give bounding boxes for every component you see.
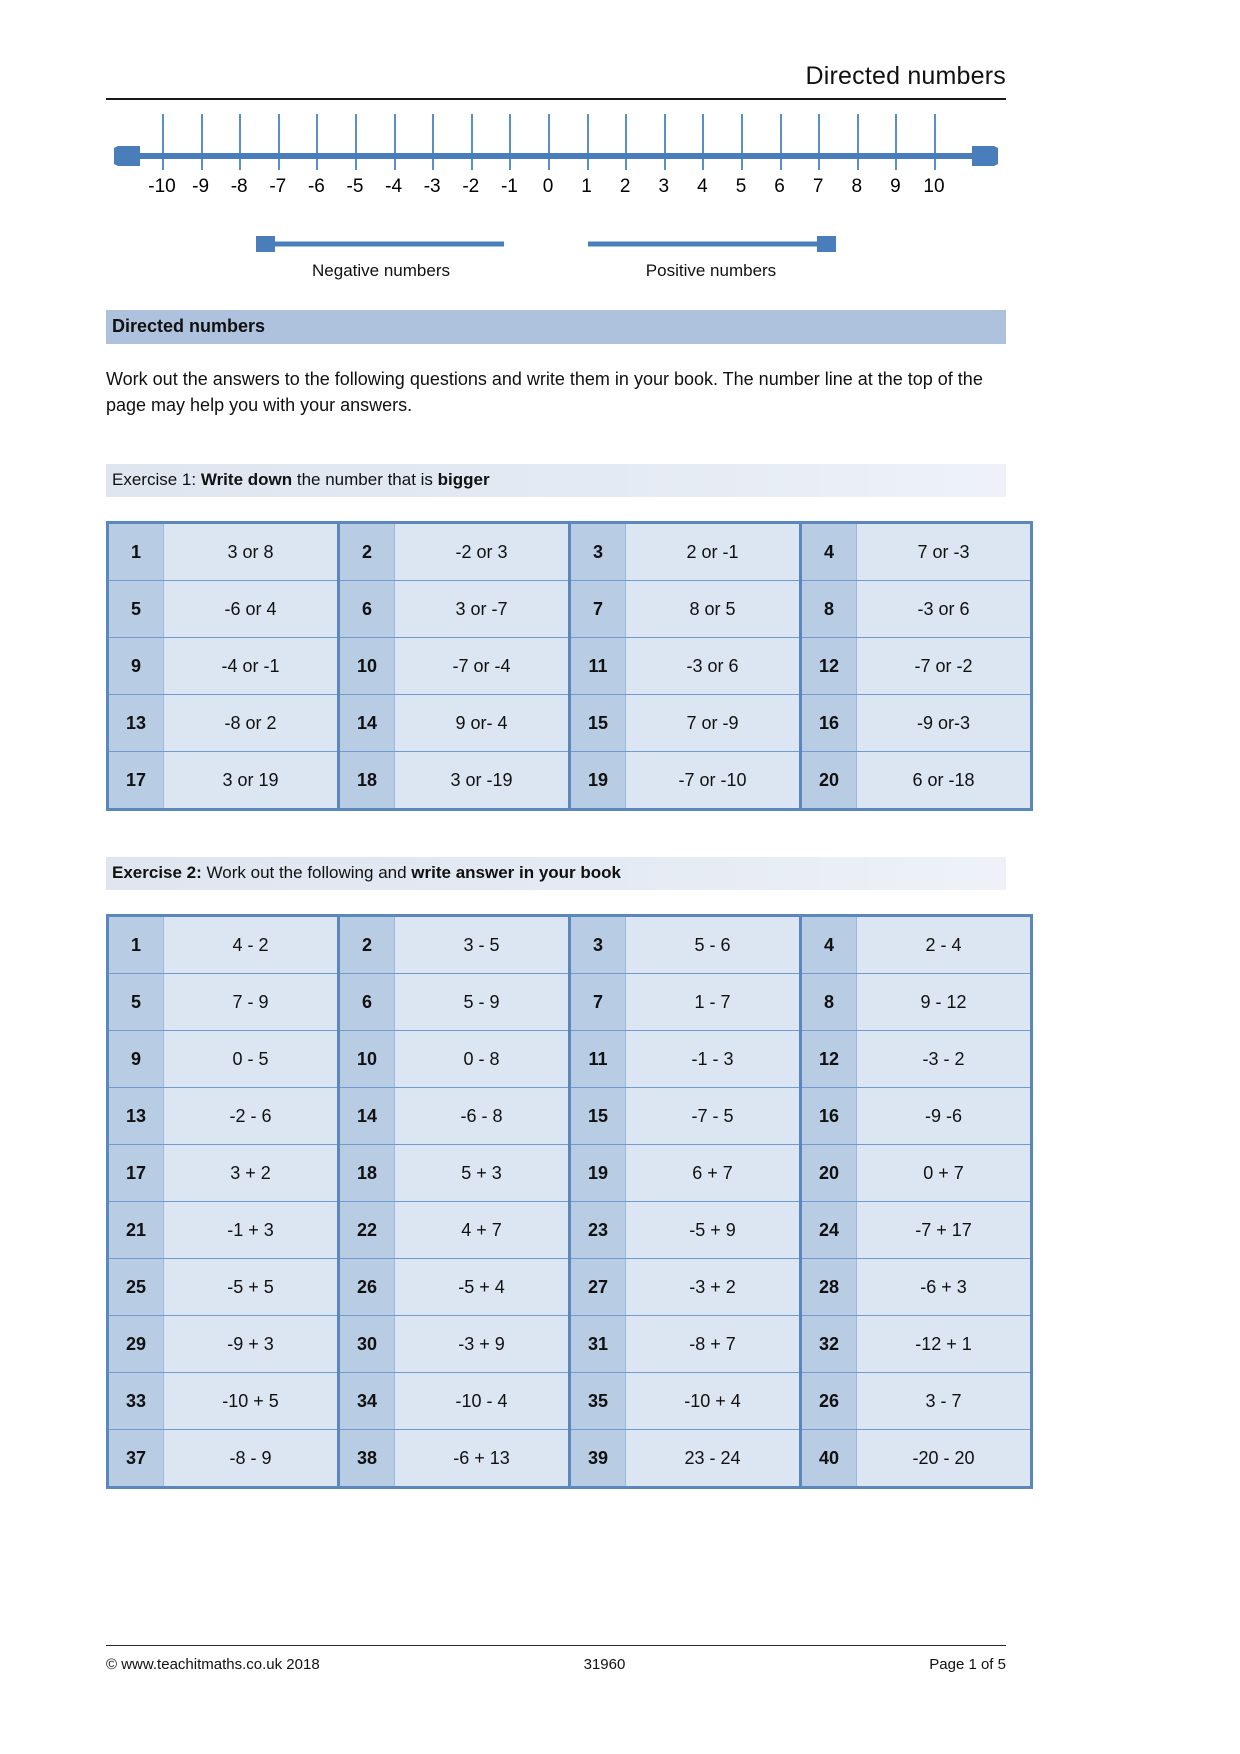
question-number-cell: 15 <box>570 1088 626 1145</box>
number-line-tick-label: 8 <box>851 176 863 197</box>
table-row <box>108 1202 1032 1259</box>
page-footer <box>106 1645 1006 1673</box>
exercise-2-prefix: Exercise 2: <box>112 863 202 883</box>
section-heading: Directed numbers <box>106 310 1006 344</box>
number-line-tick-label: -4 <box>385 176 403 197</box>
question-cell: -9 -6 <box>857 1088 1032 1145</box>
number-line-tick-label: -8 <box>230 176 248 197</box>
question-number-cell: 18 <box>339 752 395 810</box>
question-cell: -10 + 4 <box>626 1373 801 1430</box>
question-cell: -2 - 6 <box>164 1088 339 1145</box>
question-cell: -5 + 4 <box>395 1259 570 1316</box>
question-cell: -3 or 6 <box>857 581 1032 638</box>
page-content <box>106 0 1006 1489</box>
question-number-cell: 33 <box>108 1373 164 1430</box>
question-number-cell: 40 <box>801 1430 857 1488</box>
exercise-1-mid: the number that is <box>296 470 433 490</box>
question-cell: 23 - 24 <box>626 1430 801 1488</box>
question-cell: 5 + 3 <box>395 1145 570 1202</box>
table-row <box>108 638 1032 695</box>
question-cell: 3 - 7 <box>857 1373 1032 1430</box>
question-cell: 0 - 8 <box>395 1031 570 1088</box>
question-number-cell: 7 <box>570 974 626 1031</box>
positive-direction-group <box>586 236 836 281</box>
question-cell: -20 - 20 <box>857 1430 1032 1488</box>
table-row <box>108 916 1032 974</box>
page-title: Directed numbers <box>805 62 1006 90</box>
question-cell: -7 or -4 <box>395 638 570 695</box>
question-number-cell: 31 <box>570 1316 626 1373</box>
intro-paragraph: Work out the answers to the following questions and write them in your book. The number line at the top of the page may help you with your answers. <box>106 369 983 416</box>
question-number-cell: 19 <box>570 752 626 810</box>
question-number-cell: 1 <box>108 523 164 581</box>
exercise-1-bold-1: Write down <box>200 470 293 490</box>
question-cell: -6 or 4 <box>164 581 339 638</box>
question-cell: 9 or- 4 <box>395 695 570 752</box>
number-line-tick-label: 0 <box>542 176 554 197</box>
question-number-cell: 9 <box>108 1031 164 1088</box>
number-line-tick-label: -3 <box>423 176 441 197</box>
question-cell: -3 + 9 <box>395 1316 570 1373</box>
negative-direction-group <box>256 236 506 281</box>
question-number-cell: 10 <box>339 638 395 695</box>
question-number-cell: 9 <box>108 638 164 695</box>
exercise-1-heading <box>106 464 1006 497</box>
question-number-cell: 16 <box>801 1088 857 1145</box>
question-cell: -6 + 3 <box>857 1259 1032 1316</box>
table-row <box>108 695 1032 752</box>
table-row <box>108 752 1032 810</box>
question-cell: 1 - 7 <box>626 974 801 1031</box>
question-number-cell: 4 <box>801 916 857 974</box>
question-cell: -1 - 3 <box>626 1031 801 1088</box>
table-row <box>108 1430 1032 1488</box>
question-cell: 3 - 5 <box>395 916 570 974</box>
number-line-tick-label: 5 <box>735 176 747 197</box>
question-number-cell: 18 <box>339 1145 395 1202</box>
question-number-cell: 12 <box>801 638 857 695</box>
question-cell: 8 or 5 <box>626 581 801 638</box>
question-number-cell: 17 <box>108 1145 164 1202</box>
question-number-cell: 12 <box>801 1031 857 1088</box>
question-number-cell: 37 <box>108 1430 164 1488</box>
question-number-cell: 6 <box>339 974 395 1031</box>
question-number-cell: 24 <box>801 1202 857 1259</box>
question-cell: 3 or 8 <box>164 523 339 581</box>
exercise-1-bold-2: bigger <box>437 470 490 490</box>
number-line-tick-label: -2 <box>462 176 480 197</box>
question-number-cell: 17 <box>108 752 164 810</box>
question-number-cell: 20 <box>801 1145 857 1202</box>
number-line-labels <box>106 176 990 204</box>
right-arrow-icon <box>586 236 836 252</box>
question-cell: 9 - 12 <box>857 974 1032 1031</box>
question-number-cell: 6 <box>339 581 395 638</box>
question-cell: 2 or -1 <box>626 523 801 581</box>
number-line-tick-label: -10 <box>148 176 176 197</box>
question-cell: 6 or -18 <box>857 752 1032 810</box>
number-line-axis-icon <box>114 146 998 166</box>
question-cell: -3 + 2 <box>626 1259 801 1316</box>
question-number-cell: 2 <box>339 916 395 974</box>
question-cell: -5 + 9 <box>626 1202 801 1259</box>
question-number-cell: 5 <box>108 581 164 638</box>
question-cell: 4 + 7 <box>395 1202 570 1259</box>
table-row <box>108 1088 1032 1145</box>
question-cell: 7 - 9 <box>164 974 339 1031</box>
question-number-cell: 2 <box>339 523 395 581</box>
number-line-tick-label: -1 <box>500 176 518 197</box>
question-number-cell: 29 <box>108 1316 164 1373</box>
number-line-tick-label: -9 <box>192 176 210 197</box>
exercise-1-table <box>106 521 1033 811</box>
question-cell: -9 or-3 <box>857 695 1032 752</box>
question-number-cell: 26 <box>801 1373 857 1430</box>
exercise-2-heading <box>106 857 1006 890</box>
question-cell: -2 or 3 <box>395 523 570 581</box>
table-row <box>108 523 1032 581</box>
question-number-cell: 14 <box>339 695 395 752</box>
question-number-cell: 3 <box>570 523 626 581</box>
footer-page-number: Page 1 of 5 <box>929 1656 1006 1673</box>
footer-copyright: © www.teachitmaths.co.uk 2018 <box>106 1656 320 1673</box>
question-number-cell: 34 <box>339 1373 395 1430</box>
question-cell: 3 or 19 <box>164 752 339 810</box>
question-number-cell: 25 <box>108 1259 164 1316</box>
question-cell: -7 or -10 <box>626 752 801 810</box>
question-cell: -5 + 5 <box>164 1259 339 1316</box>
question-number-cell: 22 <box>339 1202 395 1259</box>
question-number-cell: 14 <box>339 1088 395 1145</box>
question-cell: -8 or 2 <box>164 695 339 752</box>
question-cell: 5 - 6 <box>626 916 801 974</box>
question-number-cell: 38 <box>339 1430 395 1488</box>
question-cell: -7 or -2 <box>857 638 1032 695</box>
number-line-figure <box>106 114 1006 222</box>
question-number-cell: 8 <box>801 974 857 1031</box>
question-number-cell: 16 <box>801 695 857 752</box>
table-row <box>108 1145 1032 1202</box>
table-row <box>108 581 1032 638</box>
question-number-cell: 7 <box>570 581 626 638</box>
number-line-tick-label: 10 <box>923 176 945 197</box>
table-row <box>108 1259 1032 1316</box>
question-cell: -10 - 4 <box>395 1373 570 1430</box>
question-number-cell: 1 <box>108 916 164 974</box>
question-number-cell: 10 <box>339 1031 395 1088</box>
question-number-cell: 11 <box>570 638 626 695</box>
question-number-cell: 27 <box>570 1259 626 1316</box>
table-row <box>108 1031 1032 1088</box>
question-number-cell: 13 <box>108 695 164 752</box>
number-line-tick-label: 2 <box>619 176 631 197</box>
question-cell: -9 + 3 <box>164 1316 339 1373</box>
exercise-2-mid: Work out the following and <box>206 863 407 883</box>
question-cell: 7 or -3 <box>857 523 1032 581</box>
question-cell: -8 + 7 <box>626 1316 801 1373</box>
exercise-2-bold-2: write answer in your book <box>411 863 622 883</box>
question-cell: -7 + 17 <box>857 1202 1032 1259</box>
question-cell: -4 or -1 <box>164 638 339 695</box>
question-cell: -3 or 6 <box>626 638 801 695</box>
exercise-1-prefix: Exercise 1: <box>112 470 197 490</box>
question-cell: -6 + 13 <box>395 1430 570 1488</box>
table-row <box>108 1316 1032 1373</box>
question-cell: -12 + 1 <box>857 1316 1032 1373</box>
number-line-tick-label: -7 <box>269 176 287 197</box>
question-number-cell: 13 <box>108 1088 164 1145</box>
number-line-tick-label: 3 <box>658 176 670 197</box>
number-line-tick-label: 4 <box>697 176 708 197</box>
question-number-cell: 28 <box>801 1259 857 1316</box>
question-cell: 6 + 7 <box>626 1145 801 1202</box>
question-cell: 5 - 9 <box>395 974 570 1031</box>
question-cell: -10 + 5 <box>164 1373 339 1430</box>
question-number-cell: 39 <box>570 1430 626 1488</box>
footer-code: 31960 <box>583 1656 626 1673</box>
question-number-cell: 20 <box>801 752 857 810</box>
number-line-tick-label: -5 <box>346 176 364 197</box>
question-cell: 7 or -9 <box>626 695 801 752</box>
question-number-cell: 3 <box>570 916 626 974</box>
question-number-cell: 5 <box>108 974 164 1031</box>
question-number-cell: 19 <box>570 1145 626 1202</box>
question-cell: -8 - 9 <box>164 1430 339 1488</box>
question-cell: 3 or -19 <box>395 752 570 810</box>
question-cell: 3 or -7 <box>395 581 570 638</box>
number-line-tick-label: 9 <box>890 176 901 197</box>
question-number-cell: 11 <box>570 1031 626 1088</box>
number-line-tick-label: 1 <box>581 176 592 197</box>
question-cell: 3 + 2 <box>164 1145 339 1202</box>
question-number-cell: 30 <box>339 1316 395 1373</box>
table-row <box>108 974 1032 1031</box>
question-cell: -1 + 3 <box>164 1202 339 1259</box>
left-arrow-icon <box>256 236 506 252</box>
number-line-tick-label: 7 <box>812 176 824 197</box>
question-cell: 0 - 5 <box>164 1031 339 1088</box>
question-number-cell: 8 <box>801 581 857 638</box>
number-line-tick-label: 6 <box>774 176 785 197</box>
question-number-cell: 35 <box>570 1373 626 1430</box>
question-number-cell: 26 <box>339 1259 395 1316</box>
direction-arrows <box>106 236 1006 292</box>
question-cell: 2 - 4 <box>857 916 1032 974</box>
question-number-cell: 4 <box>801 523 857 581</box>
question-cell: -7 - 5 <box>626 1088 801 1145</box>
question-number-cell: 21 <box>108 1202 164 1259</box>
number-line-tick-label: -6 <box>307 176 325 197</box>
question-number-cell: 15 <box>570 695 626 752</box>
negative-numbers-label: Negative numbers <box>312 261 450 280</box>
exercise-2-table <box>106 914 1033 1489</box>
question-cell: 0 + 7 <box>857 1145 1032 1202</box>
table-row <box>108 1373 1032 1430</box>
question-cell: -6 - 8 <box>395 1088 570 1145</box>
question-cell: -3 - 2 <box>857 1031 1032 1088</box>
question-number-cell: 23 <box>570 1202 626 1259</box>
header-divider <box>106 98 1006 100</box>
positive-numbers-label: Positive numbers <box>645 261 777 280</box>
question-number-cell: 32 <box>801 1316 857 1373</box>
question-cell: 4 - 2 <box>164 916 339 974</box>
